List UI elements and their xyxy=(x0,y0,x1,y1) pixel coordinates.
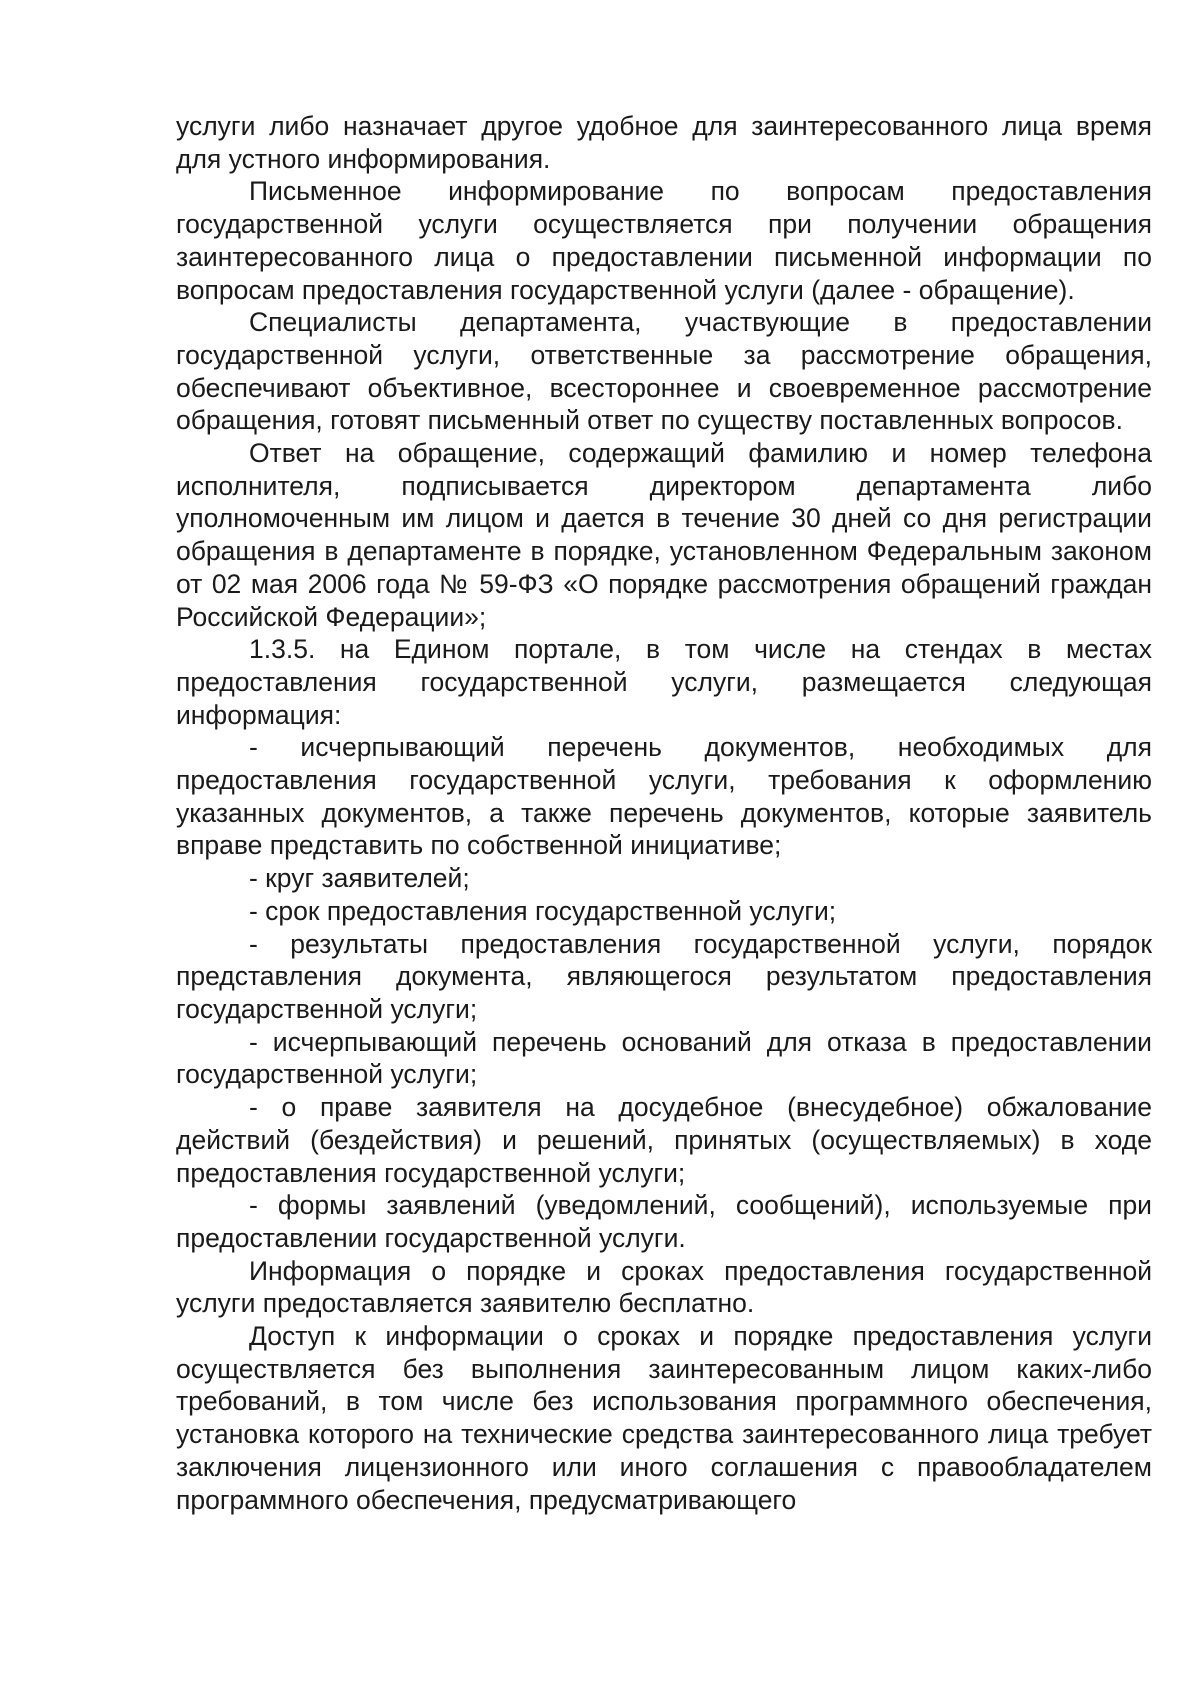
list-item: - результаты предоставления государственной услуги, порядок представления документа, являющегося результатом предоставления государственной услуги; xyxy=(176,928,1152,1024)
paragraph: услуги либо назначает другое удобное для заинтересованного лица время для устного информирования. xyxy=(176,111,1152,174)
list-item: - о праве заявителя на досудебное (внесудебное) обжалование действий (бездействия) и решений, принятых (осуществляемых) в ходе предоставления государственной услуги; xyxy=(176,1092,1152,1188)
paragraph: Доступ к информации о сроках и порядке предоставления услуги осуществляется без выполнения заинтересованным лицом каких-либо требований, в том числе без использования программного обеспечения, установка которого на технические средства заинтересованного лица требует заключения лицензионного или иного соглашения с правообладателем программного обеспечения, предусматривающего xyxy=(176,1321,1152,1515)
list-item: - срок предоставления государственной услуги; xyxy=(249,895,837,926)
list-item: - формы заявлений (уведомлений, сообщений), используемые при предоставлении государственной услуги. xyxy=(176,1190,1152,1253)
paragraph: 1.3.5. на Едином портале, в том числе на стендах в местах предоставления государственной услуги, размещается следующая информация: xyxy=(176,634,1152,730)
document-page xyxy=(176,110,1152,1516)
paragraph: Письменное информирование по вопросам предоставления государственной услуги осуществляется при получении обращения заинтересованного лица о предоставлении письменной информации по вопросам предоставления государственной услуги (далее - обращение). xyxy=(176,176,1152,305)
list-item: - круг заявителей; xyxy=(249,863,470,894)
paragraph: Информация о порядке и сроках предоставления государственной услуги предоставляется заявителю бесплатно. xyxy=(176,1255,1152,1319)
list-item: - исчерпывающий перечень документов, необходимых для предоставления государственной услуги, требования к оформлению указанных документов, а также перечень документов, которые заявитель вправе представить по собственной инициативе; xyxy=(176,732,1152,861)
list-item: - исчерпывающий перечень оснований для отказа в предоставлении государственной услуги; xyxy=(176,1026,1152,1090)
paragraph: Специалисты департамента, участвующие в предоставлении государственной услуги, ответственные за рассмотрение обращения, обеспечивают объективное, всестороннее и своевременное рассмотрение обращения, готовят письменный ответ по существу поставленных вопросов. xyxy=(176,307,1152,436)
paragraph: Ответ на обращение, содержащий фамилию и номер телефона исполнителя, подписывается директором департамента либо уполномоченным им лицом и дается в течение 30 дней со дня регистрации обращения в департаменте в порядке, установленном Федеральным законом от 02 мая 2006 года № 59-ФЗ «О порядке рассмотрения обращений граждан Российской Федерации»; xyxy=(176,438,1152,632)
